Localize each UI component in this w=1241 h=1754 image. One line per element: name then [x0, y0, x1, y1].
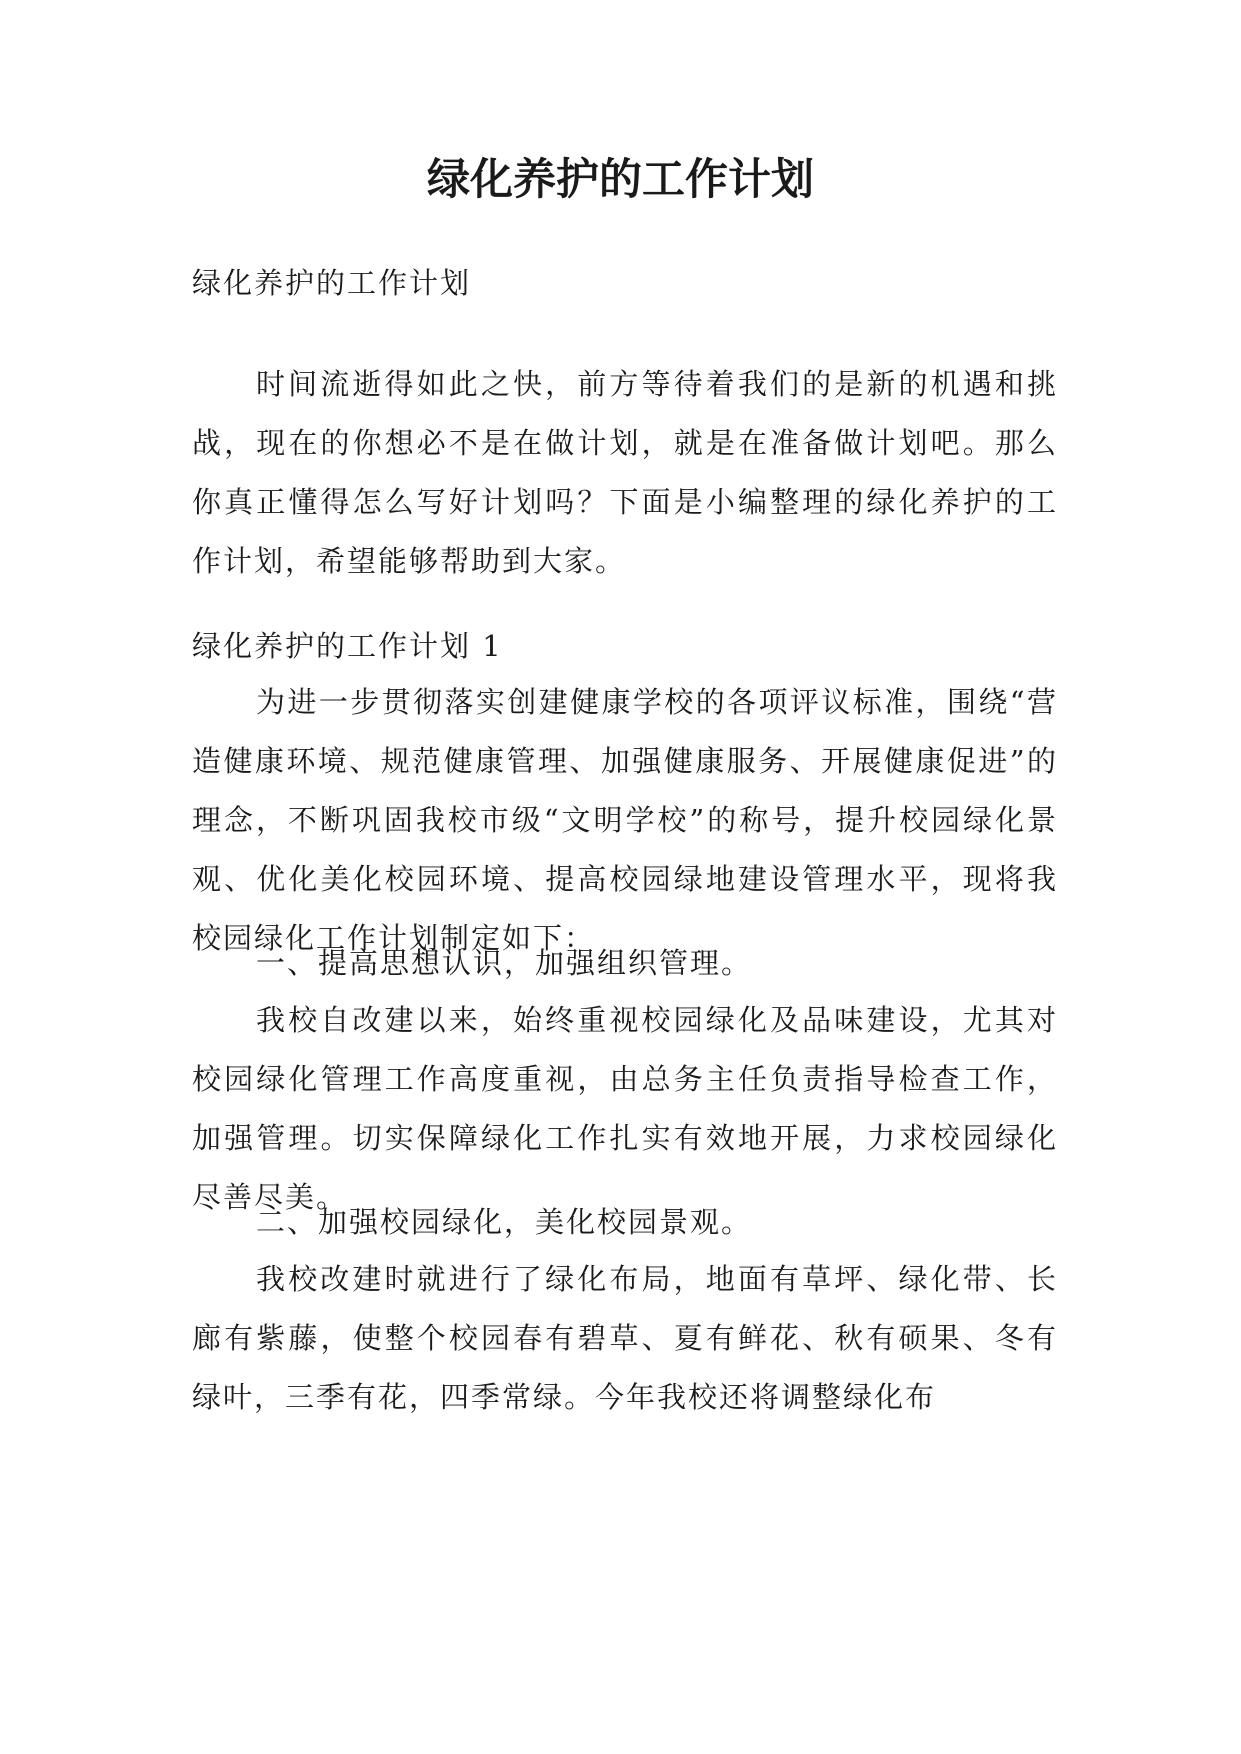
point-heading-2: 二、加强校园绿化，美化校园景观。 — [256, 1205, 753, 1239]
point-body-1: 我校自改建以来，始终重视校园绿化及品味建设，尤其对校园绿化管理工作高度重视，由总务主任负责指导检查工作，加强管理。切实保障绿化工作扎实有效地开展，力求校园绿化尽善尽美。 — [192, 1003, 1058, 1214]
point-body-2: 我校改建时就进行了绿化布局，地面有草坪、绿化带、长廊有紫藤，使整个校园春有碧草、夏有鲜花、秋有硕果、冬有绿叶，三季有花，四季常绿。今年我校还将调整绿化布 — [192, 1262, 1058, 1414]
document-title: 绿化养护的工作计划 — [427, 155, 814, 205]
section-paragraph: 为进一步贯彻落实创建健康学校的各项评议标准，围绕“营造健康环境、规范健康管理、加强健康服务、开展健康促进”的理念，不断巩固我校市级“文明学校”的称号，提升校园绿化景观、优化美化校园环境、提高校园绿地建设管理水平，现将我校园绿化工作计划制定如下： — [192, 685, 1058, 955]
intro-paragraph: 时间流逝得如此之快，前方等待着我们的是新的机遇和挑战，现在的你想必不是在做计划，就是在准备做计划吧。那么你真正懂得怎么写好计划吗？下面是小编整理的绿化养护的工作计划，希望能够帮助到大家。 — [192, 367, 1058, 578]
section-heading: 绿化养护的工作计划 1 — [192, 629, 503, 663]
document-subtitle: 绿化养护的工作计划 — [192, 266, 472, 300]
point-heading-1: 一、提高思想认识，加强组织管理。 — [256, 946, 753, 980]
